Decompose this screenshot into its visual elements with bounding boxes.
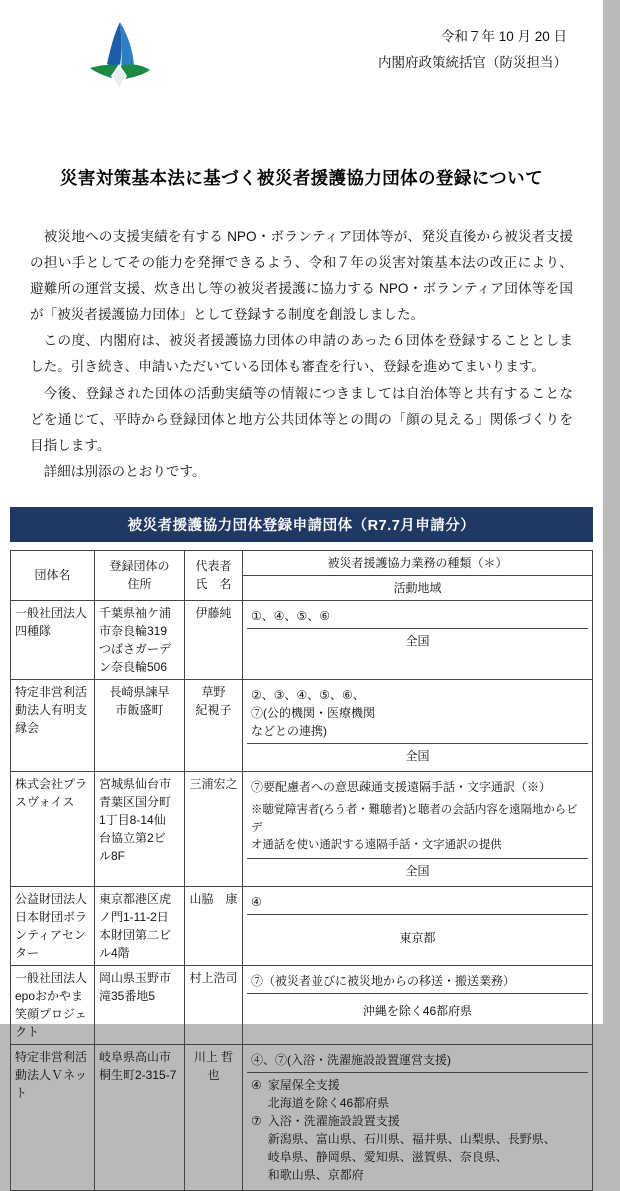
service-line-3: などとの連携) [251, 723, 327, 738]
service-note-1: ※聴覚障害者(ろう者・難聴者)と聴者の会話内容を遠隔地からビデ [251, 803, 578, 834]
org-address [95, 679, 185, 771]
service-types: ④、⑦(入浴・洗濯施設設置運営支援) [247, 1048, 588, 1073]
service-types [247, 775, 588, 859]
column-header-service: 被災者援護協力業務の種類（＊） [243, 550, 593, 575]
service-area [247, 1073, 588, 1187]
org-name-l2: 日本財団ボラ [15, 909, 88, 924]
document-date: 令和７年 10 月 20 日 [440, 29, 567, 44]
service-item-line: 和歌山県、京都府 [267, 1167, 364, 1182]
service-item [251, 1112, 584, 1184]
service-item-number: ⑦ [251, 1113, 262, 1128]
service-item [251, 1076, 584, 1112]
service-item-line: 家屋保全支援 [267, 1077, 340, 1092]
paragraph-2: この度、内閣府は、被災者援護協力団体の申請のあった６団体を登録することとしました。引き続き、申請いただいている団体も審査を行い、登録を進めてまいります。 [30, 333, 573, 375]
org-address-l2: 市飯盛町 [115, 702, 164, 717]
service-types: ⑦（被災者並びに被災地からの移送・搬送業務） [247, 969, 588, 994]
table-row [11, 965, 593, 1044]
service-item-body [268, 1076, 584, 1112]
org-address-l1: 長崎県諫早 [109, 684, 170, 699]
column-header-area: 活動地域 [243, 575, 593, 600]
org-name-l3: ンティアセン [15, 927, 86, 942]
org-name [11, 886, 95, 965]
org-representative: 伊藤純 [185, 600, 243, 679]
cabinet-office-logo [70, 20, 166, 103]
page-title: 災害対策基本法に基づく被災者援護協力団体の登録について [60, 168, 543, 188]
org-address-l3: 1丁目8-14仙 [99, 812, 166, 827]
org-address-l2: 滝35番地5 [99, 988, 156, 1003]
column-header-representative [185, 550, 243, 600]
org-address-l5: ル8F [99, 848, 126, 863]
org-service-area [243, 1044, 593, 1190]
service-area: 沖縄を除く46都府県 [362, 1003, 473, 1018]
org-name-l4: ター [15, 945, 40, 960]
org-name-l2: 四種隊 [15, 623, 52, 638]
org-address [95, 1044, 185, 1190]
org-service-area [243, 679, 593, 771]
service-types: ①、④、⑤、⑥ [247, 604, 588, 629]
org-name-l3: ト [15, 1085, 28, 1100]
org-representative: 村上浩司 [185, 965, 243, 1044]
document-issuer: 内閣府政策統括官（防災担当） [378, 54, 567, 70]
org-address [95, 886, 185, 965]
org-address-l2: ノ門1-11-2日 [99, 909, 169, 924]
table-row [11, 679, 593, 771]
org-name-l1: 特定非営利活 [15, 1049, 88, 1064]
org-representative [185, 679, 243, 771]
org-service-area [243, 886, 593, 965]
page-edge-background [603, 0, 620, 1024]
service-item-line: 入浴・洗濯施設設置支援 [267, 1113, 400, 1128]
service-item-line: 新潟県、富山県、石川県、福井県、山梨県、長野県、 [267, 1131, 556, 1146]
org-representative: 川上 哲也 [185, 1044, 243, 1190]
column-header-address-l1: 登録団体の [109, 559, 170, 574]
org-service-area [243, 771, 593, 886]
org-address [95, 771, 185, 886]
org-service-area [243, 965, 593, 1044]
org-name-l1: 特定非営利活 [15, 684, 88, 699]
service-line-1: ②、③、④、⑤、⑥、 [251, 687, 365, 702]
org-service-area [243, 600, 593, 679]
org-name-l2: 動法人Ｖネッ [15, 1067, 88, 1082]
paragraph-1: 被災地への支援実績を有する NPO・ボランティア団体等が、発災直後から被災者支援の担い手としてその能力を発揮できるよう、令和７年の災害対策基本法の改正により、避難所の運営支援、炊き出し等の被災者援護に協力する NPO・ボランティア団体等を国が「被災者援護協力団体」として登録する制度を創設しました。 [30, 229, 573, 323]
org-address-l4: ン奈良輪506 [99, 659, 168, 674]
column-header-name: 団体名 [11, 550, 95, 600]
service-area: 全国 [405, 863, 430, 878]
table-row [11, 1044, 593, 1190]
org-rep-l2: 紀視子 [195, 702, 232, 717]
org-address-l1: 東京都港区虎 [99, 891, 172, 906]
org-name-l1: 一般社団法人 [15, 605, 88, 620]
org-name-l3: 縁会 [15, 720, 40, 735]
registration-table [10, 550, 593, 1191]
org-address-l1: 岐阜県高山市 [99, 1049, 172, 1064]
org-name [11, 1044, 95, 1190]
org-name-l3: 笑顔プロジェ [15, 1006, 87, 1021]
column-header-rep-l1: 代表者 [195, 559, 232, 574]
org-address-l3: 本財団第二ビ [99, 927, 172, 942]
org-representative: 山脇 康 [185, 886, 243, 965]
org-address-l1: 千葉県袖ケ浦 [99, 605, 172, 620]
body-text [30, 224, 573, 485]
org-address-l4: 台協立第2ビ [99, 830, 166, 845]
service-types [247, 683, 588, 744]
service-item-body [268, 1112, 584, 1184]
header-meta [378, 24, 567, 75]
org-name-l2: スヴォイス [15, 794, 75, 809]
org-address-l1: 宮城県仙台市 [99, 776, 172, 791]
service-line-2: ⑦(公的機関・医療機関 [251, 705, 375, 720]
org-name-l1: 一般社団法人 [15, 970, 88, 985]
paragraph-4: 詳細は別添のとおりです。 [43, 463, 206, 479]
org-name [11, 771, 95, 886]
org-address-l1: 岡山県玉野市 [99, 970, 172, 985]
org-address-l4: ル4階 [99, 945, 130, 960]
service-area: 全国 [405, 633, 430, 648]
org-address [95, 600, 185, 679]
service-note-2: オ通話を使い通訳する遠隔手話・文字通訳の提供 [251, 839, 502, 852]
service-types: ④ [247, 890, 588, 915]
org-address-l3: つばさガーデ [99, 641, 172, 656]
org-name [11, 679, 95, 771]
table-row [11, 771, 593, 886]
section-banner: 被災者援護協力団体登録申請団体（R7.7月申請分） [10, 507, 593, 542]
org-name-l1: 株式会社プラ [15, 776, 88, 791]
service-area: 全国 [405, 748, 430, 763]
org-name-l4: クト [15, 1024, 40, 1039]
org-rep-l1: 草野 [201, 684, 226, 699]
org-address-l2: 市奈良輪319 [99, 623, 168, 638]
column-header-address-l2: 住所 [127, 577, 152, 592]
service-item-line: 北海道を除く46都府県 [267, 1095, 390, 1110]
org-address-l2: 青葉区国分町 [99, 794, 172, 809]
org-name-l2: epoおかやま [15, 988, 84, 1003]
org-address [95, 965, 185, 1044]
document-header [0, 0, 603, 103]
column-header-rep-l2: 氏 名 [195, 577, 232, 592]
column-header-address [95, 550, 185, 600]
service-area: 東京都 [399, 930, 436, 945]
paragraph-3: 今後、登録された団体の活動実績等の情報につきましては自治体等と共有することなどを通じて、平時から登録団体と地方公共団体等との間の「顔の見える」関係づくりを目指します。 [30, 385, 573, 453]
org-address-l2: 桐生町2-315-7 [99, 1067, 177, 1082]
org-name-l1: 公益財団法人 [15, 891, 88, 906]
service-item-line: 岐阜県、静岡県、愛知県、滋賀県、奈良県、 [267, 1149, 508, 1164]
service-item-number: ④ [251, 1077, 262, 1092]
table-header-row [11, 550, 593, 575]
table-row [11, 600, 593, 679]
org-name [11, 965, 95, 1044]
table-row [11, 886, 593, 965]
org-name [11, 600, 95, 679]
service-line-1: ⑦要配慮者への意思疎通支援遠隔手話・文字通訳（※） [251, 779, 552, 794]
org-name-l2: 動法人有明支 [15, 702, 88, 717]
org-representative: 三浦宏之 [185, 771, 243, 886]
